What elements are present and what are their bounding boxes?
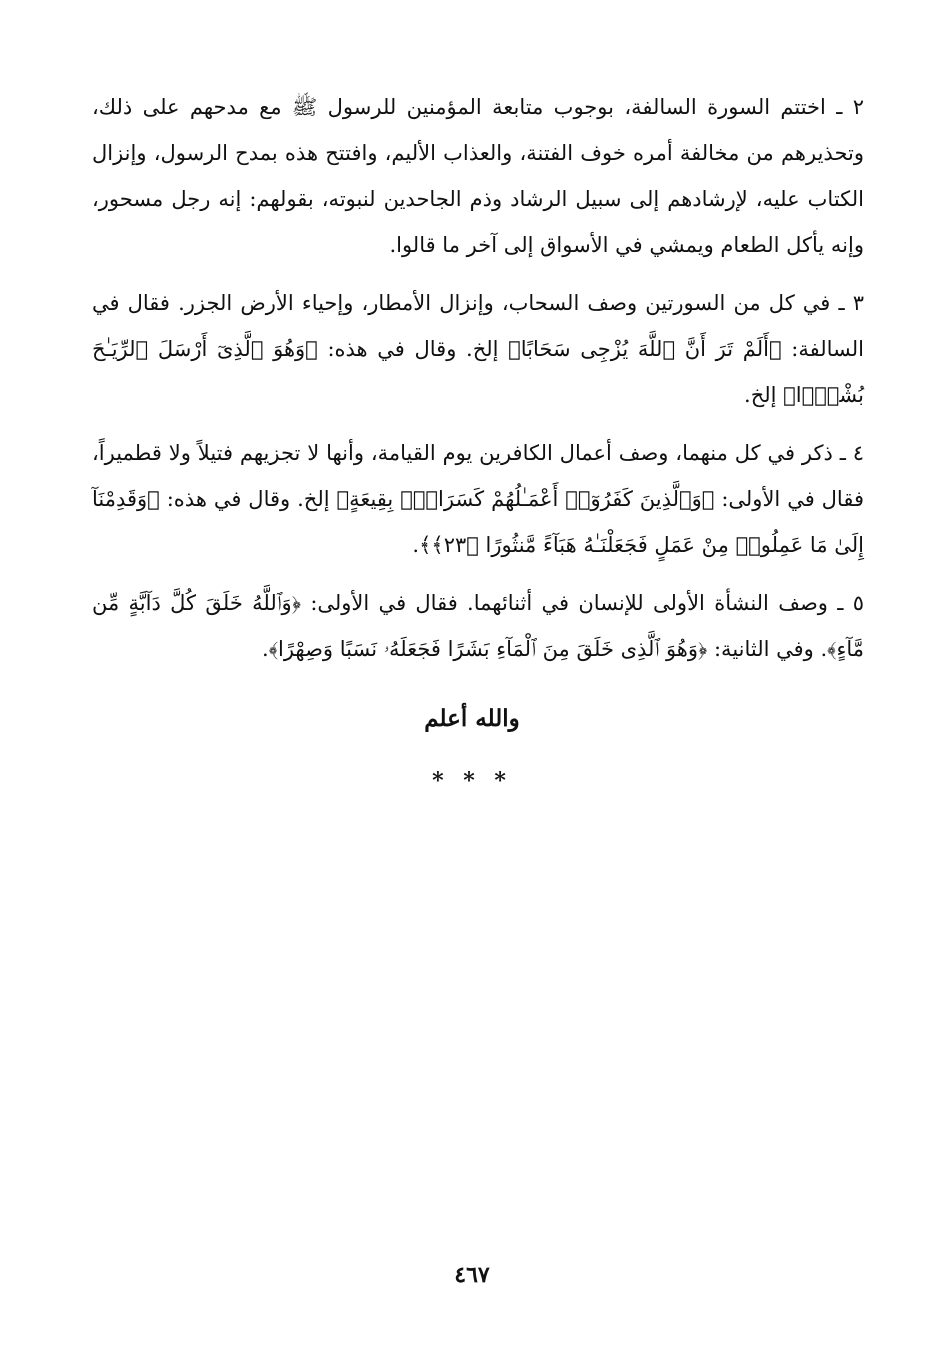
paragraph-5: ٥ ـ وصف النشأة الأولى للإنسان في أثنائهما. فقال في الأولى: ﴿وَٱللَّهُ خَلَقَ كُلَّ دَآبَّةٍ مِّن مَّآءٍ﴾. وفي الثانية: ﴿وَهُوَ ٱلَّذِى خَلَقَ مِنَ ٱلْمَآءِ بَشَرًا فَجَعَلَهُۥ نَسَبًا وَصِهْرًا﴾.: [92, 591, 864, 661]
paragraph-2: ٢ ـ اختتم السورة السالفة، بوجوب متابعة المؤمنين للرسول ﷺ مع مدحهم على ذلك، وتحذيرهم من مخالفة أمره خوف الفتنة، والعذاب الأليم، وافتتح هذه بمدح الرسول، وإنزال الكتاب عليه، لإرشادهم إلى سبيل الرشاد وذم الجاحدين لنبوته، بقولهم: إنه رجل مسحور، وإنه يأكل الطعام ويمشي في الأسواق إلى آخر ما قالوا.: [92, 95, 864, 257]
paragraph-3: ٣ ـ في كل من السورتين وصف السحاب، وإنزال الأمطار، وإحياء الأرض الجزر. فقال في السالفة: ﴿أَلَمْ تَرَ أَنَّ ٱللَّهَ يُزْجِى سَحَابًا﴾ إلخ. وقال في هذه: ﴿وَهُوَ ٱلَّذِىٓ أَرْسَلَ ٱلرِّيَـٰحَ بُشْرًۢا﴾ إلخ.: [92, 291, 864, 407]
closing-phrase: والله أعلم: [424, 705, 520, 732]
page-number: ٤٦٧: [454, 1262, 490, 1288]
paragraph-4: ٤ ـ ذكر في كل منهما، وصف أعمال الكافرين يوم القيامة، وأنها لا تجزيهم فتيلاً ولا قطميراً، فقال في الأولى: ﴿وَٱلَّذِينَ كَفَرُوٓا۟ أَعْمَـٰلُهُمْ كَسَرَابٍۭ بِقِيعَةٍ﴾ إلخ. وقال في هذه: ﴿وَقَدِمْنَآ إِلَىٰ مَا عَمِلُوا۟ مِنْ عَمَلٍ فَجَعَلْنَـٰهُ هَبَآءً مَّنثُورًا ﴿٢٣﴾﴾.: [92, 441, 864, 557]
body-text: [92, 84, 864, 684]
section-separator: * * *: [432, 768, 512, 794]
